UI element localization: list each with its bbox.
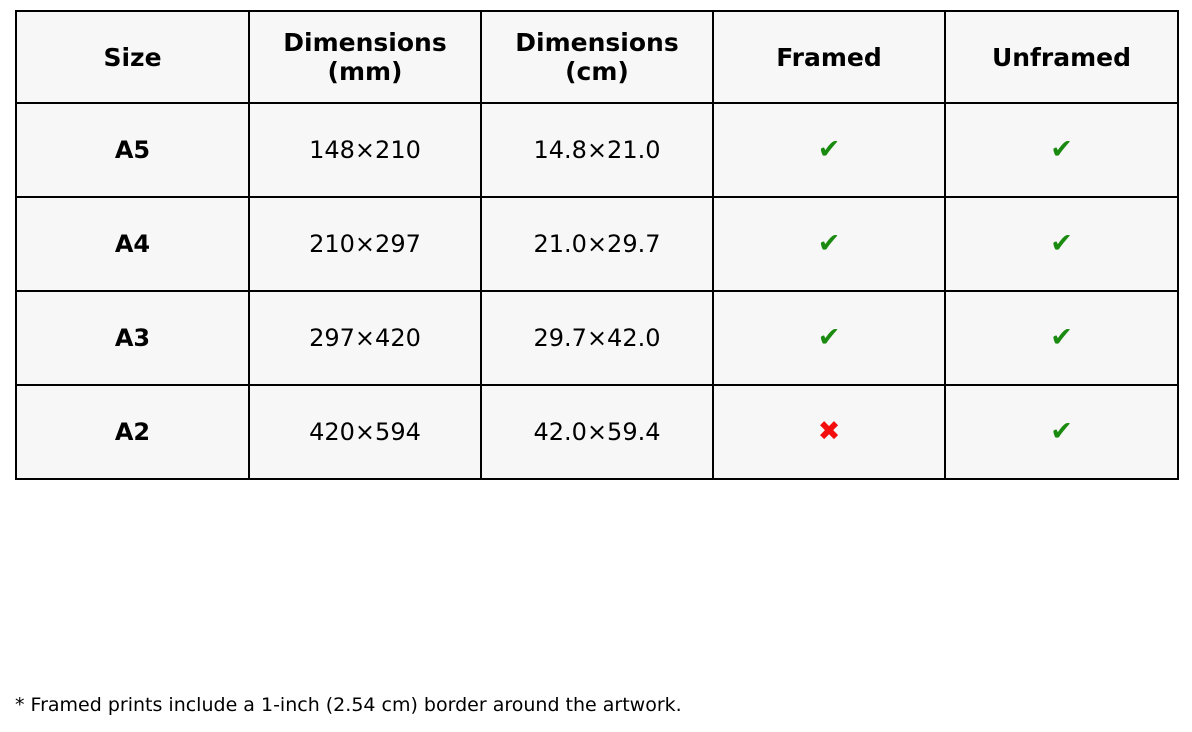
check-icon: ✔	[1050, 228, 1073, 259]
column-header-dimensions-cm: Dimensions (cm)	[481, 11, 713, 103]
cell-framed	[713, 291, 945, 385]
cell-size: A5	[16, 103, 249, 197]
print-size-table	[15, 10, 1179, 480]
check-icon: ✔	[817, 322, 841, 353]
cross-icon: ✖	[817, 416, 841, 447]
cell-dimensions-mm: 148×210	[249, 103, 481, 197]
cell-unframed	[945, 197, 1178, 291]
table-row	[16, 385, 1178, 479]
footnote-text: * Framed prints include a 1-inch (2.54 cm) border around the artwork.	[15, 694, 682, 716]
cell-unframed	[945, 291, 1178, 385]
cell-dimensions-cm: 42.0×59.4	[481, 385, 713, 479]
column-header-framed: Framed	[713, 11, 945, 103]
cell-unframed	[945, 385, 1178, 479]
column-header-unframed: Unframed	[945, 11, 1178, 103]
table-body	[16, 103, 1178, 479]
cell-framed	[713, 103, 945, 197]
cell-dimensions-cm: 21.0×29.7	[481, 197, 713, 291]
cell-framed	[713, 385, 945, 479]
check-icon: ✔	[1050, 416, 1073, 447]
size-table-container	[15, 10, 1177, 480]
check-icon: ✔	[817, 228, 841, 259]
cell-framed	[713, 197, 945, 291]
table-header	[16, 11, 1178, 103]
cell-size: A4	[16, 197, 249, 291]
column-header-dimensions-mm: Dimensions (mm)	[249, 11, 481, 103]
cell-unframed	[945, 103, 1178, 197]
table-header-row	[16, 11, 1178, 103]
cell-dimensions-cm: 14.8×21.0	[481, 103, 713, 197]
cell-size: A3	[16, 291, 249, 385]
column-header-size: Size	[16, 11, 249, 103]
cell-size: A2	[16, 385, 249, 479]
check-icon: ✔	[1050, 134, 1073, 165]
check-icon: ✔	[817, 134, 841, 165]
cell-dimensions-cm: 29.7×42.0	[481, 291, 713, 385]
table-row	[16, 291, 1178, 385]
check-icon: ✔	[1050, 322, 1073, 353]
cell-dimensions-mm: 210×297	[249, 197, 481, 291]
table-row	[16, 197, 1178, 291]
cell-dimensions-mm: 420×594	[249, 385, 481, 479]
table-row	[16, 103, 1178, 197]
cell-dimensions-mm: 297×420	[249, 291, 481, 385]
